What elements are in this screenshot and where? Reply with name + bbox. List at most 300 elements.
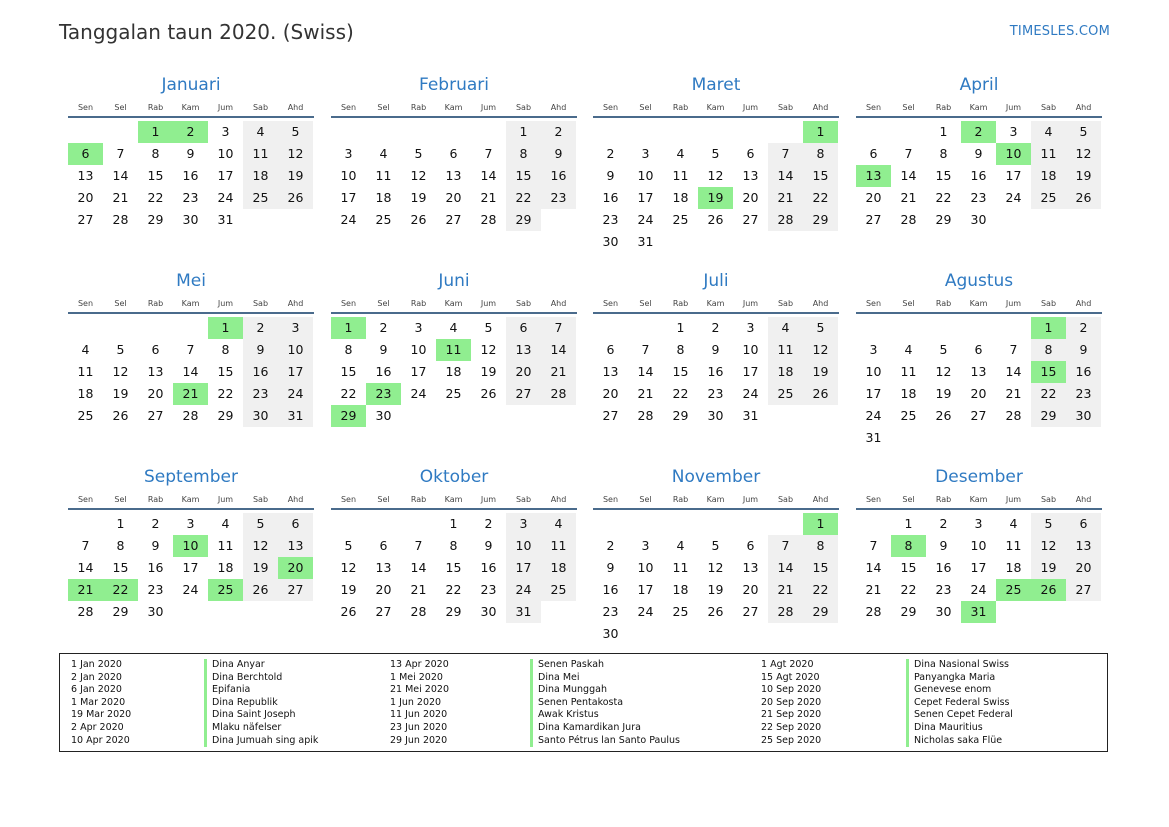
month-title: Mei [176, 271, 206, 291]
legend-name-column [204, 659, 318, 747]
day-cell: 22 [340, 386, 357, 401]
weekday-header [68, 490, 314, 508]
day-cell: 9 [939, 538, 948, 553]
day-grid [856, 121, 1102, 231]
month-title: Maret [691, 75, 741, 95]
day-cell: 2 [939, 516, 948, 531]
day-cell: 29 [506, 209, 541, 231]
day-cell: 3 [186, 516, 195, 531]
day-cell: 9 [711, 342, 720, 357]
day-cell: 6 [449, 146, 458, 161]
legend-holiday-name: Dina Mauritius [906, 722, 1013, 735]
legend-date: 21 Mei 2020 [390, 684, 449, 696]
day-cell: 22 [935, 190, 952, 205]
day-cell: 24 [970, 582, 987, 597]
day-cell: 16 [970, 168, 987, 183]
weekday-header [856, 490, 1102, 508]
day-cell: 16 [147, 560, 164, 575]
day-cell: 8 [939, 146, 948, 161]
day-cell: 16 [243, 361, 278, 383]
day-cell: 20 [742, 582, 759, 597]
day-cell: 17 [1005, 168, 1022, 183]
month-divider [856, 116, 1102, 118]
day-cell: 4 [541, 513, 576, 535]
month-oktober [331, 466, 577, 623]
weekday-label: Jum [742, 102, 759, 112]
weekday-label: Sel [114, 298, 127, 308]
day-cell: 26 [243, 579, 278, 601]
day-cell: 22 [672, 386, 689, 401]
legend-holiday-name: Dina Anyar [204, 659, 318, 672]
day-cell: 1 [939, 124, 948, 139]
day-cell: 16 [602, 582, 619, 597]
day-cell: 3 [1009, 124, 1018, 139]
legend-holiday-name: Dina Berchtold [204, 672, 318, 685]
day-cell: 25 [541, 579, 576, 601]
weekday-label: Ahd [812, 494, 829, 504]
day-cell: 3 [641, 538, 650, 553]
day-cell: 2 [151, 516, 160, 531]
day-cell: 14 [768, 165, 803, 187]
day-cell: 23 [602, 212, 619, 227]
day-cell: 16 [182, 168, 199, 183]
holiday-day: 1 [803, 121, 838, 143]
day-cell: 8 [449, 538, 458, 553]
legend-holiday-name: Cepet Federal Swiss [906, 697, 1013, 710]
day-cell: 5 [484, 320, 493, 335]
weekday-label: Kam [706, 298, 725, 308]
weekday-label: Jum [217, 494, 234, 504]
legend-holiday-name: Senen Cepet Federal [906, 709, 1013, 722]
weekday-label: Sel [114, 102, 127, 112]
day-cell: 7 [541, 317, 576, 339]
empty-cell [593, 513, 628, 535]
weekday-label: Ahd [550, 102, 567, 112]
weekday-label: Jum [480, 494, 497, 504]
weekday-label: Sel [639, 102, 652, 112]
month-november [593, 466, 839, 645]
empty-cell [436, 121, 471, 143]
day-cell: 1 [116, 516, 125, 531]
day-cell: 7 [1009, 342, 1018, 357]
day-cell: 25 [375, 212, 392, 227]
day-cell: 6 [151, 342, 160, 357]
day-cell: 20 [375, 582, 392, 597]
day-cell: 11 [541, 535, 576, 557]
day-cell: 9 [379, 342, 388, 357]
day-cell: 14 [410, 560, 427, 575]
day-cell: 14 [541, 339, 576, 361]
legend-date-column [71, 659, 131, 747]
day-cell: 9 [606, 168, 615, 183]
weekday-label: Kam [444, 102, 463, 112]
weekday-label: Sel [114, 494, 127, 504]
day-cell: 16 [480, 560, 497, 575]
weekday-label: Jum [1005, 298, 1022, 308]
day-cell: 30 [480, 604, 497, 619]
day-cell: 28 [637, 408, 654, 423]
legend-holiday-name: Dina Nasional Swiss [906, 659, 1013, 672]
day-cell: 15 [217, 364, 234, 379]
day-cell: 13 [742, 560, 759, 575]
holiday-day: 2 [961, 121, 996, 143]
day-cell: 4 [379, 146, 388, 161]
empty-cell [68, 121, 103, 143]
empty-cell [891, 121, 926, 143]
day-cell: 13 [77, 168, 94, 183]
day-cell: 5 [803, 317, 838, 339]
day-cell: 27 [742, 604, 759, 619]
day-cell: 30 [935, 604, 952, 619]
month-title: Juni [438, 271, 470, 291]
legend-date: 1 Mei 2020 [390, 671, 443, 683]
day-cell: 17 [340, 190, 357, 205]
empty-cell [331, 121, 366, 143]
month-title: Desember [935, 467, 1023, 487]
day-cell: 12 [707, 168, 724, 183]
legend-date-column [390, 659, 449, 747]
day-cell: 6 [869, 146, 878, 161]
legend-date: 6 Jan 2020 [71, 684, 122, 696]
day-cell: 30 [707, 408, 724, 423]
day-cell: 8 [506, 143, 541, 165]
day-cell: 3 [414, 320, 423, 335]
month-divider [593, 312, 839, 314]
legend-date: 21 Sep 2020 [761, 709, 822, 721]
holiday-day: 21 [68, 579, 103, 601]
day-cell: 12 [278, 143, 313, 165]
day-cell: 31 [865, 430, 882, 445]
day-cell: 16 [1066, 361, 1101, 383]
day-cell: 4 [221, 516, 230, 531]
day-cell: 21 [865, 582, 882, 597]
weekday-label: Sen [602, 494, 619, 504]
month-title: Februari [419, 75, 489, 95]
day-cell: 17 [217, 168, 234, 183]
empty-cell [926, 317, 961, 339]
legend-holiday-name: Dina Republik [204, 697, 318, 710]
weekday-label: Sel [639, 494, 652, 504]
day-cell: 22 [1031, 383, 1066, 405]
weekday-label: Kam [969, 102, 988, 112]
holiday-day: 21 [173, 383, 208, 405]
day-cell: 27 [375, 604, 392, 619]
day-cell: 9 [186, 146, 195, 161]
day-cell: 22 [803, 579, 838, 601]
day-cell: 17 [637, 582, 654, 597]
weekday-label: Kam [706, 102, 725, 112]
legend-date: 13 Apr 2020 [390, 659, 449, 670]
month-divider [331, 116, 577, 118]
legend-date: 1 Mar 2020 [71, 696, 126, 708]
day-cell: 3 [869, 342, 878, 357]
day-cell: 29 [935, 212, 952, 227]
day-cell: 1 [449, 516, 458, 531]
month-juli [593, 270, 839, 427]
weekday-label: Jum [742, 494, 759, 504]
day-cell: 12 [1031, 535, 1066, 557]
day-cell: 15 [935, 168, 952, 183]
holiday-day: 26 [1031, 579, 1066, 601]
weekday-label: Jum [742, 298, 759, 308]
day-cell: 2 [711, 320, 720, 335]
day-cell: 27 [970, 408, 987, 423]
holiday-day: 8 [891, 535, 926, 557]
legend-date: 23 Jun 2020 [390, 721, 448, 733]
day-cell: 13 [445, 168, 462, 183]
holiday-day: 13 [856, 165, 891, 187]
empty-cell [628, 513, 663, 535]
legend-holiday-name: Awak Kristus [530, 709, 680, 722]
day-cell: 18 [1005, 560, 1022, 575]
weekday-header [331, 98, 577, 116]
day-cell: 23 [480, 582, 497, 597]
day-cell: 20 [970, 386, 987, 401]
day-cell: 24 [278, 383, 313, 405]
weekday-label: Kam [181, 102, 200, 112]
day-cell: 27 [278, 579, 313, 601]
day-cell: 27 [1066, 579, 1101, 601]
day-cell: 14 [480, 168, 497, 183]
day-cell: 31 [506, 601, 541, 623]
holiday-day: 2 [173, 121, 208, 143]
day-cell: 20 [147, 386, 164, 401]
empty-cell [698, 513, 733, 535]
day-cell: 19 [243, 557, 278, 579]
day-cell: 3 [974, 516, 983, 531]
weekday-label: Sel [902, 102, 915, 112]
empty-cell [138, 317, 173, 339]
day-cell: 6 [746, 146, 755, 161]
day-cell: 25 [768, 383, 803, 405]
holiday-day: 23 [366, 383, 401, 405]
empty-cell [331, 513, 366, 535]
day-cell: 29 [803, 601, 838, 623]
month-mei [68, 270, 314, 427]
day-cell: 26 [480, 386, 497, 401]
day-cell: 5 [344, 538, 353, 553]
day-cell: 30 [182, 212, 199, 227]
day-cell: 25 [672, 604, 689, 619]
weekday-label: Rab [410, 494, 427, 504]
day-cell: 19 [278, 165, 313, 187]
weekday-header [593, 490, 839, 508]
month-februari [331, 74, 577, 231]
day-cell: 22 [445, 582, 462, 597]
month-maret [593, 74, 839, 253]
day-cell: 6 [278, 513, 313, 535]
weekday-label: Kam [444, 494, 463, 504]
day-cell: 12 [707, 560, 724, 575]
holiday-day: 11 [436, 339, 471, 361]
weekday-label: Rab [410, 298, 427, 308]
day-cell: 25 [77, 408, 94, 423]
day-cell: 17 [865, 386, 882, 401]
day-cell: 12 [803, 339, 838, 361]
legend-holiday-name: Senen Paskah [530, 659, 680, 672]
day-cell: 27 [742, 212, 759, 227]
weekday-label: Sab [777, 494, 794, 504]
day-grid [331, 317, 577, 427]
day-cell: 10 [506, 535, 541, 557]
day-cell: 30 [970, 212, 987, 227]
month-title: Januari [161, 75, 221, 95]
weekday-label: Sab [515, 494, 532, 504]
day-cell: 19 [340, 582, 357, 597]
day-cell: 29 [900, 604, 917, 619]
day-cell: 27 [865, 212, 882, 227]
weekday-label: Sab [515, 102, 532, 112]
weekday-label: Sen [77, 298, 94, 308]
legend-holiday-name: Santo Pétrus lan Santo Paulus [530, 735, 680, 748]
day-cell: 6 [379, 538, 388, 553]
weekday-header [856, 98, 1102, 116]
month-title: Oktober [419, 467, 489, 487]
legend-holiday-name: Senen Pentakosta [530, 697, 680, 710]
legend-date: 19 Mar 2020 [71, 709, 132, 721]
holiday-day: 25 [208, 579, 243, 601]
holiday-day: 25 [996, 579, 1031, 601]
day-cell: 4 [81, 342, 90, 357]
day-cell: 30 [602, 626, 619, 641]
legend-date: 10 Apr 2020 [71, 734, 130, 746]
day-cell: 29 [445, 604, 462, 619]
empty-cell [856, 317, 891, 339]
day-cell: 25 [672, 212, 689, 227]
month-title: Agustus [944, 271, 1014, 291]
weekday-label: Sen [340, 102, 357, 112]
day-cell: 11 [217, 538, 234, 553]
empty-cell [593, 121, 628, 143]
weekday-label: Rab [147, 298, 164, 308]
empty-cell [663, 513, 698, 535]
weekday-header [856, 294, 1102, 312]
legend-date: 1 Jun 2020 [390, 696, 442, 708]
weekday-label: Sab [1040, 102, 1057, 112]
day-cell: 24 [637, 212, 654, 227]
day-cell: 29 [112, 604, 129, 619]
day-cell: 9 [1066, 339, 1101, 361]
day-cell: 27 [445, 212, 462, 227]
day-cell: 23 [935, 582, 952, 597]
month-januari [68, 74, 314, 231]
day-cell: 19 [803, 361, 838, 383]
empty-cell [593, 317, 628, 339]
weekday-label: Rab [672, 494, 689, 504]
day-cell: 2 [243, 317, 278, 339]
weekday-label: Sen [602, 298, 619, 308]
day-cell: 28 [112, 212, 129, 227]
day-cell: 11 [1031, 143, 1066, 165]
day-cell: 11 [768, 339, 803, 361]
weekday-label: Ahd [1075, 494, 1092, 504]
day-cell: 12 [1066, 143, 1101, 165]
day-cell: 31 [742, 408, 759, 423]
weekday-label: Kam [969, 494, 988, 504]
day-cell: 12 [243, 535, 278, 557]
weekday-label: Jum [480, 102, 497, 112]
month-divider [68, 508, 314, 510]
weekday-label: Sel [902, 494, 915, 504]
weekday-header [68, 294, 314, 312]
holiday-day: 1 [803, 513, 838, 535]
holiday-day: 31 [961, 601, 996, 623]
day-cell: 13 [742, 168, 759, 183]
empty-cell [68, 317, 103, 339]
day-cell: 28 [768, 209, 803, 231]
day-cell: 20 [506, 361, 541, 383]
weekday-label: Kam [969, 298, 988, 308]
day-cell: 4 [449, 320, 458, 335]
day-cell: 18 [672, 582, 689, 597]
legend-holiday-name: Epifania [204, 684, 318, 697]
legend-holiday-name: Dina Saint Joseph [204, 709, 318, 722]
day-cell: 30 [147, 604, 164, 619]
weekday-label: Jum [217, 102, 234, 112]
day-cell: 24 [865, 408, 882, 423]
weekday-label: Ahd [287, 102, 304, 112]
page-title: Tanggalan taun 2020. (Swiss) [59, 20, 354, 44]
day-cell: 24 [410, 386, 427, 401]
day-grid [593, 121, 839, 253]
weekday-label: Ahd [550, 494, 567, 504]
day-cell: 10 [742, 342, 759, 357]
holiday-day: 1 [138, 121, 173, 143]
weekday-label: Sen [340, 494, 357, 504]
day-cell: 13 [1066, 535, 1101, 557]
day-cell: 17 [278, 361, 313, 383]
day-cell: 4 [676, 538, 685, 553]
day-cell: 26 [707, 212, 724, 227]
day-cell: 29 [803, 209, 838, 231]
month-divider [593, 508, 839, 510]
day-cell: 28 [900, 212, 917, 227]
legend-name-column [530, 659, 680, 747]
day-cell: 29 [147, 212, 164, 227]
month-september [68, 466, 314, 623]
day-cell: 5 [414, 146, 423, 161]
day-cell: 21 [637, 386, 654, 401]
day-cell: 11 [672, 168, 689, 183]
day-cell: 24 [182, 582, 199, 597]
day-cell: 28 [182, 408, 199, 423]
day-cell: 15 [803, 557, 838, 579]
day-cell: 7 [641, 342, 650, 357]
day-cell: 18 [375, 190, 392, 205]
day-grid [856, 317, 1102, 449]
day-cell: 22 [147, 190, 164, 205]
day-cell: 19 [935, 386, 952, 401]
day-cell: 11 [672, 560, 689, 575]
day-cell: 2 [541, 121, 576, 143]
day-cell: 25 [445, 386, 462, 401]
day-cell: 18 [217, 560, 234, 575]
day-cell: 26 [1066, 187, 1101, 209]
holiday-day: 1 [208, 317, 243, 339]
legend-date-column [761, 659, 821, 747]
month-juni [331, 270, 577, 427]
brand-link[interactable]: TIMESLES.COM [1009, 24, 1110, 39]
day-cell: 18 [672, 190, 689, 205]
day-cell: 10 [865, 364, 882, 379]
day-grid [331, 121, 577, 231]
empty-cell [768, 513, 803, 535]
month-divider [856, 508, 1102, 510]
empty-cell [401, 121, 436, 143]
day-cell: 23 [707, 386, 724, 401]
month-title: April [959, 75, 999, 95]
day-cell: 9 [541, 143, 576, 165]
